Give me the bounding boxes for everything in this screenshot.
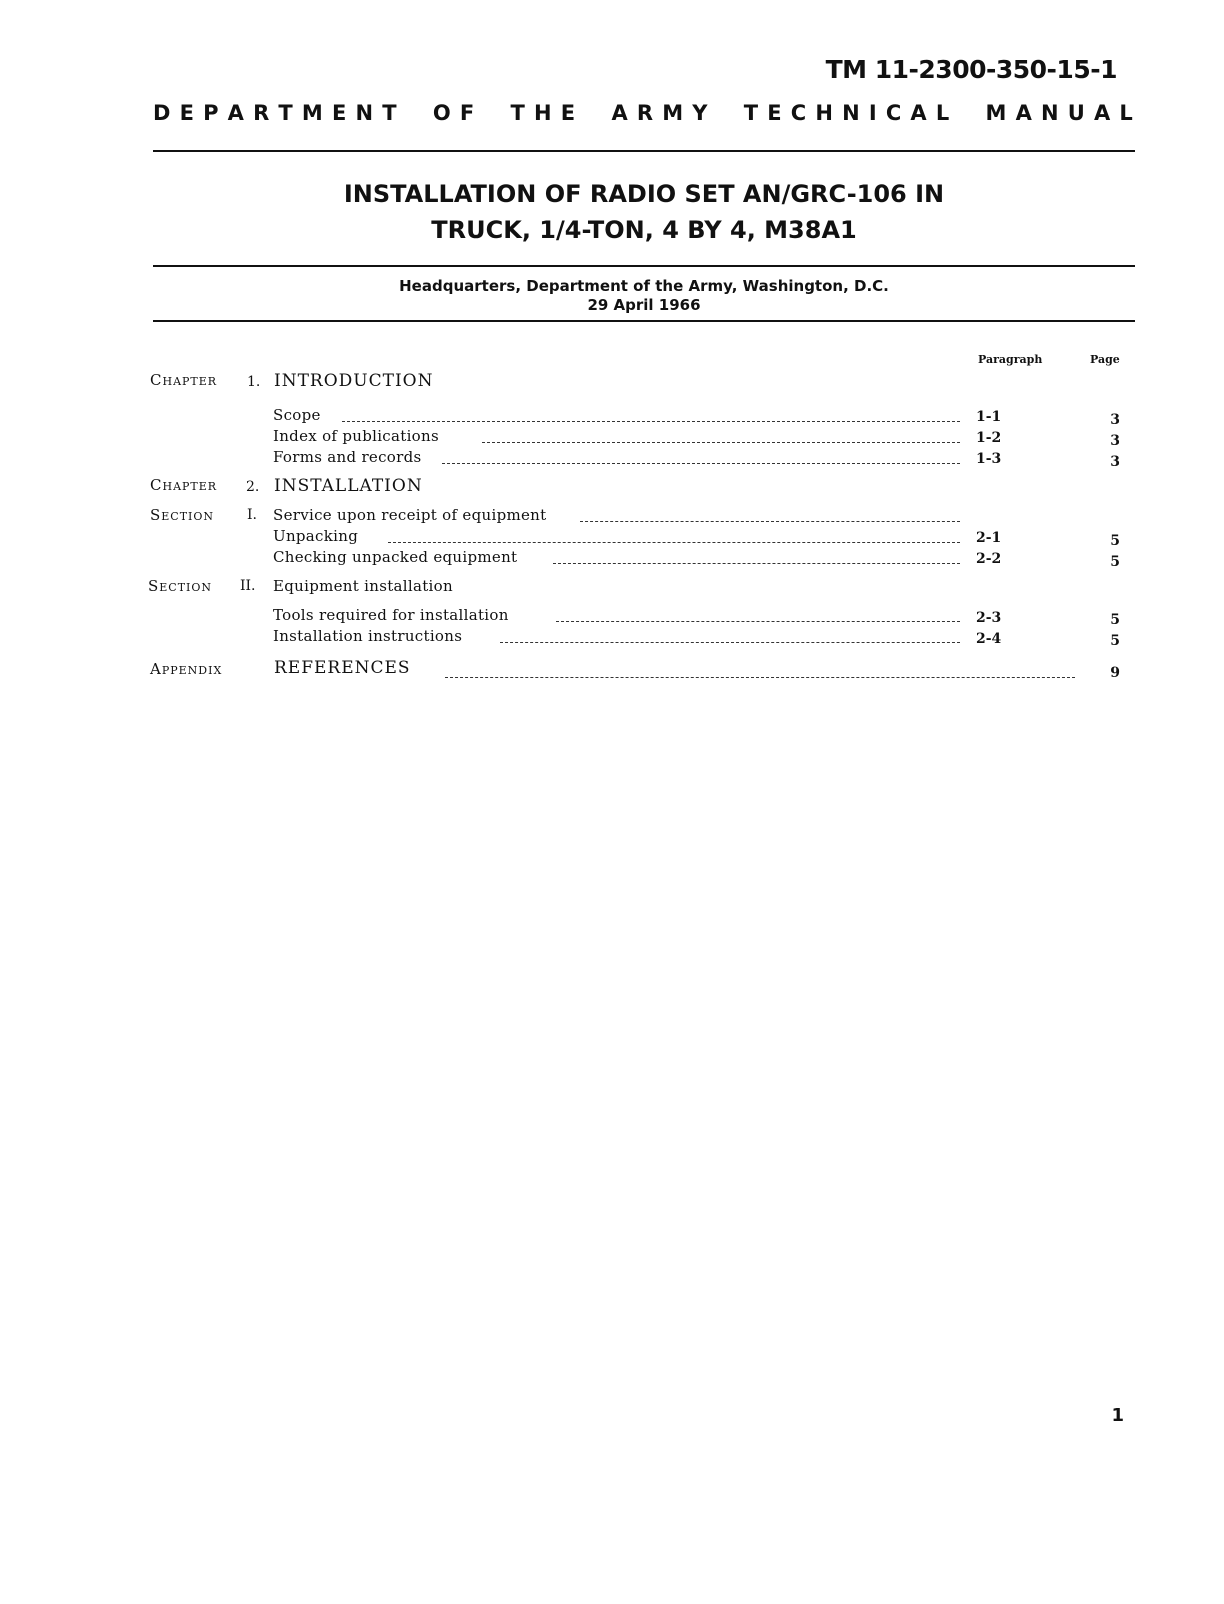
- entry-page: 3: [1110, 454, 1120, 470]
- banner-letter: M: [662, 101, 684, 125]
- banner-letter: E: [179, 101, 194, 125]
- banner-letter: C: [885, 101, 902, 125]
- entry-paragraph: 2-3: [976, 610, 1002, 626]
- dot-leader: [342, 421, 960, 422]
- entry-title: Tools required for installation: [273, 606, 509, 624]
- banner-letter: E: [331, 101, 347, 125]
- dot-leader: [580, 521, 960, 522]
- banner-letter: M: [985, 101, 1007, 125]
- appendix-title: REFERENCES: [274, 658, 411, 678]
- banner-letter: O: [432, 101, 451, 125]
- banner-letter: A: [227, 101, 244, 125]
- issuer-block: [153, 277, 1135, 315]
- banner-letter: U: [1067, 101, 1085, 125]
- dot-leader: [482, 442, 960, 443]
- banner-letter: A: [1015, 101, 1032, 125]
- banner-letter: R: [253, 101, 270, 125]
- banner-letter: A: [910, 101, 927, 125]
- entry-title: Index of publications: [273, 427, 439, 445]
- banner-word-gap: [958, 100, 976, 126]
- issue-date: 29 April 1966: [587, 296, 701, 314]
- banner-letter: T: [743, 101, 759, 125]
- banner-word-gap: [406, 100, 424, 126]
- chapter-number: 1.: [247, 374, 261, 390]
- banner-letter: E: [767, 101, 782, 125]
- dot-leader: [553, 563, 960, 564]
- entry-paragraph: 2-4: [976, 631, 1002, 647]
- chapter-title: INSTALLATION: [274, 476, 423, 496]
- entry-title: Forms and records: [273, 448, 422, 466]
- chapter-number: 2.: [246, 479, 260, 495]
- section-label: Section: [150, 506, 215, 524]
- banner-word-gap: [717, 100, 735, 126]
- issuer-rule: [153, 320, 1135, 322]
- entry-page: 3: [1110, 433, 1120, 449]
- dot-leader: [500, 642, 960, 643]
- section-title: Equipment installation: [273, 577, 453, 595]
- entry-title: Scope: [273, 406, 321, 424]
- entry-page: 5: [1110, 612, 1120, 628]
- banner-letter: M: [301, 101, 323, 125]
- section-number: II.: [240, 578, 256, 594]
- entry-paragraph: 2-2: [976, 551, 1002, 567]
- entry-title: Installation instructions: [273, 627, 463, 645]
- banner-letter: C: [790, 101, 807, 125]
- banner-letter: Y: [692, 101, 708, 125]
- entry-paragraph: 2-1: [976, 530, 1002, 546]
- chapter-label: Chapter: [150, 476, 218, 494]
- dot-leader: [556, 621, 960, 622]
- dot-leader: [445, 677, 1075, 678]
- banner-letter: L: [935, 101, 950, 125]
- banner-letter: E: [560, 101, 576, 125]
- headquarters-line: Headquarters, Department of the Army, Washington, D.C.: [399, 277, 889, 295]
- dot-leader: [442, 463, 960, 464]
- banner-letter: N: [355, 101, 374, 125]
- banner-letter: P: [203, 101, 219, 125]
- entry-title: Unpacking: [273, 527, 359, 545]
- tm-number: TM 11-2300-350-15-1: [825, 55, 1117, 84]
- banner-letter: F: [459, 101, 475, 125]
- section-number: I.: [247, 507, 257, 523]
- page-column-header: Page: [1090, 353, 1120, 366]
- entry-page: 3: [1110, 412, 1120, 428]
- banner-word-gap: [584, 100, 602, 126]
- entry-paragraph: 1-2: [976, 430, 1002, 446]
- manual-title: [153, 176, 1135, 248]
- chapter-label: Chapter: [150, 371, 218, 389]
- banner-letter: D: [153, 101, 171, 125]
- banner-letter: H: [815, 101, 833, 125]
- appendix-label: Appendix: [150, 660, 223, 678]
- appendix-page: 9: [1110, 665, 1120, 681]
- banner-letter: T: [382, 101, 397, 125]
- banner-letter: N: [842, 101, 860, 125]
- entry-page: 5: [1110, 554, 1120, 570]
- entry-page: 5: [1110, 633, 1120, 649]
- entry-page: 5: [1110, 533, 1120, 549]
- banner-letter: H: [534, 101, 552, 125]
- chapter-title: INTRODUCTION: [274, 371, 434, 391]
- banner-letter: N: [1041, 101, 1059, 125]
- banner-letter: A: [611, 101, 628, 125]
- section-label: Section: [148, 577, 213, 595]
- banner-letter: A: [1093, 101, 1111, 125]
- title-line-1: INSTALLATION OF RADIO SET AN/GRC-106 IN: [343, 180, 945, 208]
- department-banner: [153, 100, 1133, 126]
- dot-leader: [388, 542, 960, 543]
- title-rule: [153, 265, 1135, 267]
- entry-title: Checking unpacked equipment: [273, 548, 518, 566]
- banner-letter: I: [868, 101, 877, 125]
- banner-letter: T: [278, 101, 293, 125]
- banner-letter: L: [1119, 101, 1133, 125]
- page-number: 1: [1111, 1405, 1124, 1426]
- banner-letter: R: [636, 101, 654, 125]
- header-rule: [153, 150, 1135, 152]
- title-line-2: TRUCK, 1/4-TON, 4 BY 4, M38A1: [431, 216, 857, 244]
- paragraph-column-header: Paragraph: [978, 353, 1043, 366]
- entry-paragraph: 1-1: [976, 409, 1002, 425]
- entry-paragraph: 1-3: [976, 451, 1002, 467]
- section-title: Service upon receipt of equipment: [273, 506, 547, 524]
- banner-letter: T: [510, 101, 525, 125]
- banner-word-gap: [483, 100, 501, 126]
